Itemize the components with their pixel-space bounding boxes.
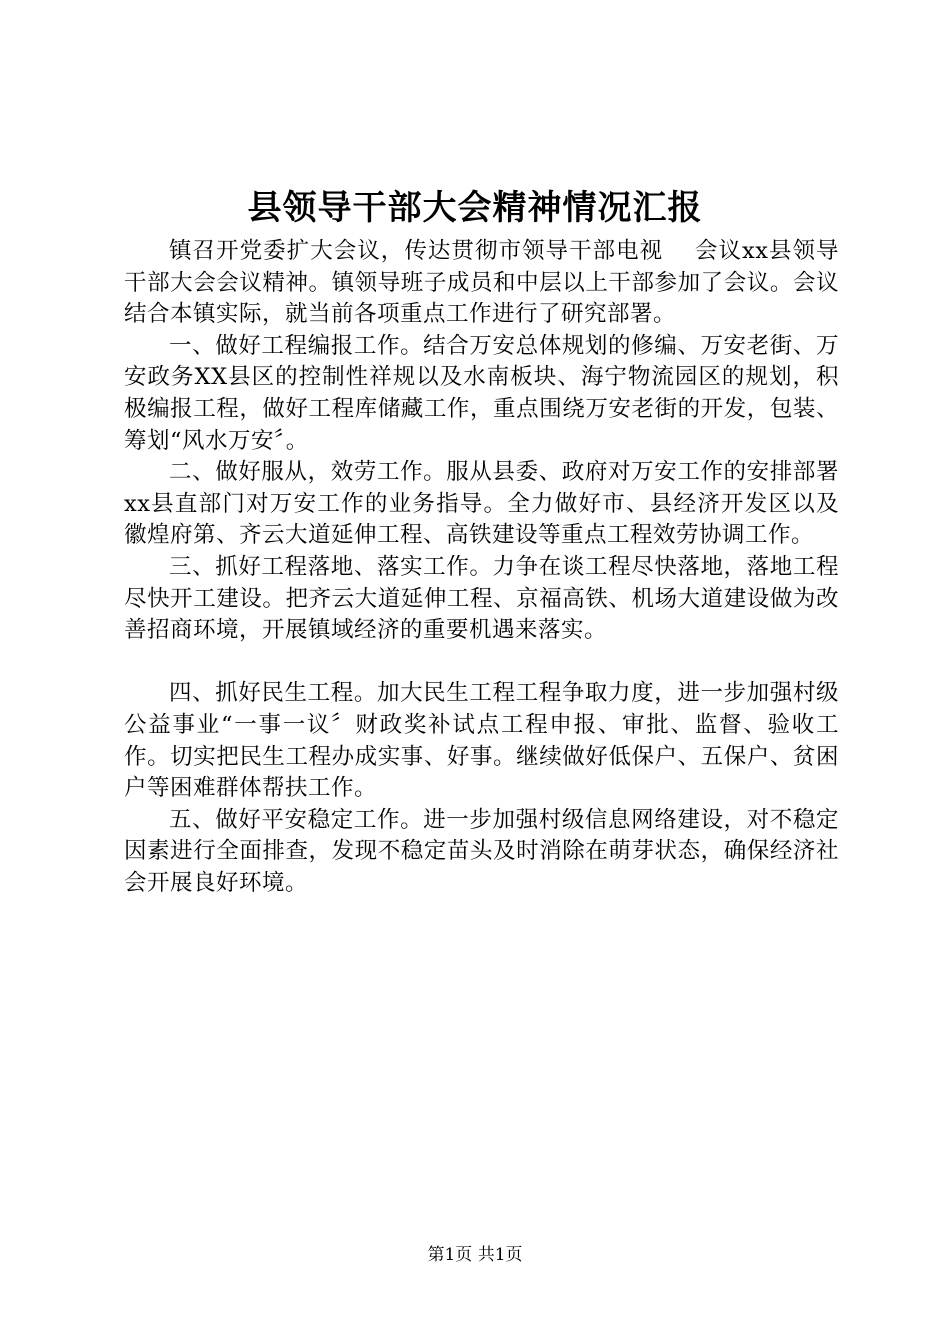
paragraph-item-2: 二、做好服从，效劳工作。服从县委、政府对万安工作的安排部署xx县直部门对万安工作的业务指导。全力做好市、县经济开发区以及徽煌府第、齐云大道延伸工程、高铁建设等重点工程效劳协调工作。 — [124, 459, 839, 549]
document-title: 县领导干部大会精神情况汇报 — [247, 188, 703, 228]
paragraph-item-1: 一、做好工程编报工作。结合万安总体规划的修编、万安老街、万安政务XX县区的控制性祥规以及水南板块、海宁物流园区的规划，积极编报工程，做好工程库储藏工作，重点围绕万安老街的开发，包装、筹划“风水万安〞。 — [124, 332, 839, 454]
page-footer: 第1页 共1页 — [427, 1245, 523, 1265]
paragraph-intro: 镇召开党委扩大会议，传达贯彻市领导干部电视 会议xx县领导干部大会会议精神。镇领导班子成员和中层以上干部参加了会议。会议结合本镇实际，就当前各项重点工作进行了研究部署。 — [124, 238, 839, 328]
paragraph-item-4: 四、抓好民生工程。加大民生工程工程争取力度，进一步加强村级公益事业“一事一议〞财政奖补试点工程申报、审批、监督、验收工作。切实把民生工程办成实事、好事。继续做好低保户、五保户、贫困户等困难群体帮扶工作。 — [124, 680, 839, 802]
paragraph-item-3: 三、抓好工程落地、落实工作。力争在谈工程尽快落地，落地工程尽快开工建设。把齐云大道延伸工程、京福高铁、机场大道建设做为改善招商环境，开展镇域经济的重要机遇来落实。 — [124, 553, 839, 644]
document-body — [124, 236, 839, 899]
paragraph-item-5: 五、做好平安稳定工作。进一步加强村级信息网络建设，对不稳定因素进行全面排查，发现不稳定苗头及时消除在萌芽状态，确保经济社会开展良好环境。 — [124, 806, 839, 896]
